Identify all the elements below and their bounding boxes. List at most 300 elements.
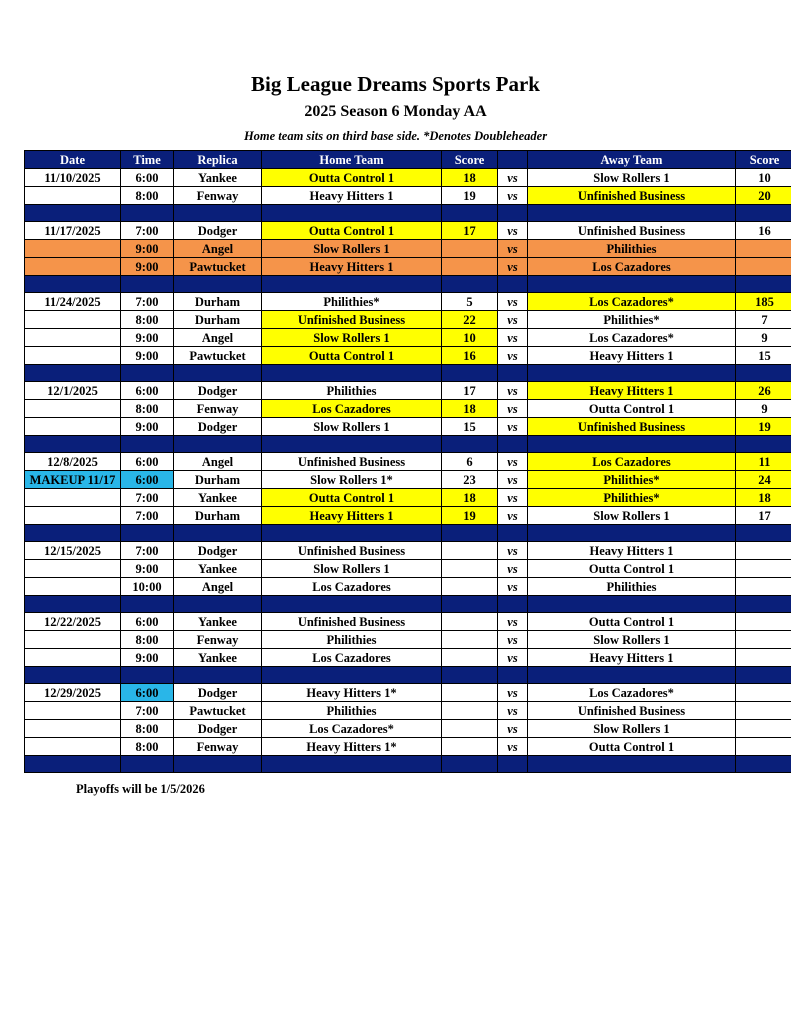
game-row bbox=[25, 507, 791, 525]
vs-label: vs bbox=[498, 258, 528, 276]
separator-cell bbox=[121, 276, 174, 293]
separator-cell bbox=[262, 596, 442, 613]
separator-cell bbox=[174, 525, 262, 542]
home-score bbox=[442, 720, 498, 738]
separator-cell bbox=[174, 596, 262, 613]
game-date: 11/17/2025 bbox=[25, 222, 121, 240]
doubleheader-note: Home team sits on third base side. *Denotes Doubleheader bbox=[243, 129, 548, 143]
game-date: 12/8/2025 bbox=[25, 453, 121, 471]
away-team: Philithies bbox=[528, 578, 736, 596]
game-date-empty bbox=[25, 578, 121, 596]
separator-cell bbox=[528, 365, 736, 382]
separator-cell bbox=[25, 525, 121, 542]
separator-cell bbox=[498, 756, 528, 773]
home-team: Philithies* bbox=[262, 293, 442, 311]
away-team: Heavy Hitters 1 bbox=[528, 347, 736, 365]
home-team: Slow Rollers 1 bbox=[262, 329, 442, 347]
home-score: 6 bbox=[442, 453, 498, 471]
game-row bbox=[25, 347, 791, 365]
field-name: Durham bbox=[174, 471, 262, 489]
separator-cell bbox=[442, 276, 498, 293]
away-score: 19 bbox=[736, 418, 791, 436]
away-score: 24 bbox=[736, 471, 791, 489]
away-score bbox=[736, 578, 791, 596]
separator-cell bbox=[442, 205, 498, 222]
home-score: 15 bbox=[442, 418, 498, 436]
separator-cell bbox=[442, 525, 498, 542]
home-team: Outta Control 1 bbox=[262, 169, 442, 187]
home-team: Slow Rollers 1 bbox=[262, 418, 442, 436]
field-name: Durham bbox=[174, 293, 262, 311]
game-date-empty bbox=[25, 258, 121, 276]
separator-cell bbox=[498, 436, 528, 453]
game-row bbox=[25, 240, 791, 258]
away-team: Slow Rollers 1 bbox=[528, 720, 736, 738]
separator-cell bbox=[498, 525, 528, 542]
away-team: Los Cazadores bbox=[528, 258, 736, 276]
home-team: Slow Rollers 1 bbox=[262, 240, 442, 258]
home-team: Outta Control 1 bbox=[262, 347, 442, 365]
separator-cell bbox=[736, 596, 791, 613]
separator-cell bbox=[442, 365, 498, 382]
home-team: Philithies bbox=[262, 631, 442, 649]
field-name: Fenway bbox=[174, 400, 262, 418]
vs-label: vs bbox=[498, 560, 528, 578]
away-team: Outta Control 1 bbox=[528, 400, 736, 418]
game-row bbox=[25, 631, 791, 649]
vs-label: vs bbox=[498, 702, 528, 720]
separator-cell bbox=[262, 436, 442, 453]
game-date: 11/10/2025 bbox=[25, 169, 121, 187]
page-title: Big League Dreams Sports Park bbox=[251, 72, 540, 96]
vs-label: vs bbox=[498, 382, 528, 400]
separator-cell bbox=[736, 276, 791, 293]
separator-cell bbox=[25, 756, 121, 773]
home-team: Outta Control 1 bbox=[262, 222, 442, 240]
home-score bbox=[442, 684, 498, 702]
game-row bbox=[25, 382, 791, 400]
vs-label: vs bbox=[498, 738, 528, 756]
separator-cell bbox=[498, 365, 528, 382]
field-name: Yankee bbox=[174, 169, 262, 187]
separator-cell bbox=[262, 525, 442, 542]
game-row bbox=[25, 702, 791, 720]
separator-cell bbox=[528, 667, 736, 684]
away-team: Slow Rollers 1 bbox=[528, 507, 736, 525]
field-name: Pawtucket bbox=[174, 347, 262, 365]
game-time: 9:00 bbox=[121, 560, 174, 578]
game-time: 8:00 bbox=[121, 400, 174, 418]
vs-label: vs bbox=[498, 400, 528, 418]
home-team: Los Cazadores* bbox=[262, 720, 442, 738]
away-score bbox=[736, 542, 791, 560]
away-team: Los Cazadores bbox=[528, 453, 736, 471]
separator-cell bbox=[262, 365, 442, 382]
game-time: 6:00 bbox=[121, 684, 174, 702]
away-team: Philithies bbox=[528, 240, 736, 258]
separator-cell bbox=[528, 756, 736, 773]
game-time: 9:00 bbox=[121, 418, 174, 436]
game-row bbox=[25, 222, 791, 240]
separator-cell bbox=[121, 596, 174, 613]
separator-cell bbox=[736, 756, 791, 773]
away-team: Slow Rollers 1 bbox=[528, 169, 736, 187]
separator-cell bbox=[174, 756, 262, 773]
field-name: Durham bbox=[174, 311, 262, 329]
separator-cell bbox=[442, 596, 498, 613]
game-row bbox=[25, 418, 791, 436]
home-score bbox=[442, 649, 498, 667]
home-team: Philithies bbox=[262, 702, 442, 720]
game-date-empty bbox=[25, 418, 121, 436]
vs-label: vs bbox=[498, 169, 528, 187]
game-date-empty bbox=[25, 489, 121, 507]
field-name: Dodger bbox=[174, 684, 262, 702]
game-row bbox=[25, 400, 791, 418]
home-team: Unfinished Business bbox=[262, 613, 442, 631]
game-row bbox=[25, 578, 791, 596]
game-row bbox=[25, 738, 791, 756]
home-score: 18 bbox=[442, 169, 498, 187]
home-team: Heavy Hitters 1 bbox=[262, 187, 442, 205]
home-score: 17 bbox=[442, 382, 498, 400]
away-score bbox=[736, 631, 791, 649]
game-date-empty bbox=[25, 631, 121, 649]
home-score bbox=[442, 578, 498, 596]
field-name: Yankee bbox=[174, 613, 262, 631]
game-time: 7:00 bbox=[121, 222, 174, 240]
field-name: Angel bbox=[174, 329, 262, 347]
game-date-empty bbox=[25, 311, 121, 329]
vs-label: vs bbox=[498, 489, 528, 507]
separator-cell bbox=[174, 667, 262, 684]
vs-label: vs bbox=[498, 329, 528, 347]
separator-cell bbox=[498, 596, 528, 613]
game-time: 8:00 bbox=[121, 311, 174, 329]
home-score bbox=[442, 542, 498, 560]
week-separator bbox=[25, 365, 791, 382]
away-score: 16 bbox=[736, 222, 791, 240]
week-separator bbox=[25, 667, 791, 684]
game-row bbox=[25, 453, 791, 471]
home-team: Heavy Hitters 1 bbox=[262, 258, 442, 276]
col-away-team: Away Team bbox=[528, 151, 736, 169]
game-row bbox=[25, 187, 791, 205]
separator-cell bbox=[498, 276, 528, 293]
home-score: 18 bbox=[442, 400, 498, 418]
separator-cell bbox=[736, 667, 791, 684]
game-date-empty bbox=[25, 738, 121, 756]
game-date: 12/1/2025 bbox=[25, 382, 121, 400]
separator-cell bbox=[121, 667, 174, 684]
home-team: Heavy Hitters 1* bbox=[262, 684, 442, 702]
home-score: 18 bbox=[442, 489, 498, 507]
field-name: Angel bbox=[174, 578, 262, 596]
game-row bbox=[25, 649, 791, 667]
makeup-label: MAKEUP 11/17 bbox=[25, 471, 121, 489]
field-name: Fenway bbox=[174, 187, 262, 205]
away-score: 17 bbox=[736, 507, 791, 525]
away-score: 7 bbox=[736, 311, 791, 329]
separator-cell bbox=[174, 436, 262, 453]
separator-cell bbox=[262, 667, 442, 684]
separator-cell bbox=[442, 667, 498, 684]
home-score: 16 bbox=[442, 347, 498, 365]
home-score bbox=[442, 258, 498, 276]
game-time: 9:00 bbox=[121, 258, 174, 276]
separator-cell bbox=[121, 756, 174, 773]
game-date-empty bbox=[25, 240, 121, 258]
home-team: Unfinished Business bbox=[262, 542, 442, 560]
home-score bbox=[442, 560, 498, 578]
game-row bbox=[25, 169, 791, 187]
vs-label: vs bbox=[498, 471, 528, 489]
game-row bbox=[25, 293, 791, 311]
away-score bbox=[736, 702, 791, 720]
away-team: Los Cazadores* bbox=[528, 329, 736, 347]
away-score bbox=[736, 738, 791, 756]
separator-cell bbox=[25, 205, 121, 222]
away-score: 15 bbox=[736, 347, 791, 365]
home-team: Unfinished Business bbox=[262, 453, 442, 471]
away-team: Slow Rollers 1 bbox=[528, 631, 736, 649]
home-score bbox=[442, 613, 498, 631]
game-date: 12/15/2025 bbox=[25, 542, 121, 560]
separator-cell bbox=[528, 596, 736, 613]
schedule-table bbox=[24, 150, 791, 773]
week-separator bbox=[25, 276, 791, 293]
col-home-team: Home Team bbox=[262, 151, 442, 169]
field-name: Pawtucket bbox=[174, 702, 262, 720]
game-date-empty bbox=[25, 347, 121, 365]
separator-cell bbox=[121, 205, 174, 222]
week-separator bbox=[25, 436, 791, 453]
game-row bbox=[25, 684, 791, 702]
game-date-empty bbox=[25, 720, 121, 738]
vs-label: vs bbox=[498, 542, 528, 560]
separator-cell bbox=[498, 205, 528, 222]
game-date-empty bbox=[25, 649, 121, 667]
away-score bbox=[736, 613, 791, 631]
away-score: 10 bbox=[736, 169, 791, 187]
field-name: Pawtucket bbox=[174, 258, 262, 276]
away-team: Unfinished Business bbox=[528, 187, 736, 205]
separator-cell bbox=[25, 365, 121, 382]
home-score: 10 bbox=[442, 329, 498, 347]
season-subtitle: 2025 Season 6 Monday AA bbox=[304, 103, 487, 120]
away-team: Outta Control 1 bbox=[528, 738, 736, 756]
week-separator bbox=[25, 756, 791, 773]
col-home-score: Score bbox=[442, 151, 498, 169]
vs-label: vs bbox=[498, 240, 528, 258]
field-name: Dodger bbox=[174, 418, 262, 436]
away-team: Unfinished Business bbox=[528, 222, 736, 240]
home-team: Los Cazadores bbox=[262, 578, 442, 596]
home-score bbox=[442, 631, 498, 649]
game-time: 9:00 bbox=[121, 329, 174, 347]
col-away-score: Score bbox=[736, 151, 791, 169]
away-score bbox=[736, 240, 791, 258]
away-score: 26 bbox=[736, 382, 791, 400]
field-name: Dodger bbox=[174, 720, 262, 738]
separator-cell bbox=[262, 276, 442, 293]
home-team: Heavy Hitters 1 bbox=[262, 507, 442, 525]
home-team: Unfinished Business bbox=[262, 311, 442, 329]
separator-cell bbox=[25, 667, 121, 684]
game-time: 7:00 bbox=[121, 293, 174, 311]
home-score: 5 bbox=[442, 293, 498, 311]
field-name: Yankee bbox=[174, 560, 262, 578]
home-score: 22 bbox=[442, 311, 498, 329]
week-separator bbox=[25, 525, 791, 542]
away-team: Outta Control 1 bbox=[528, 560, 736, 578]
home-score bbox=[442, 738, 498, 756]
home-score: 19 bbox=[442, 507, 498, 525]
game-time: 7:00 bbox=[121, 702, 174, 720]
game-time: 6:00 bbox=[121, 169, 174, 187]
field-name: Dodger bbox=[174, 222, 262, 240]
separator-cell bbox=[736, 205, 791, 222]
home-score: 23 bbox=[442, 471, 498, 489]
vs-label: vs bbox=[498, 684, 528, 702]
separator-cell bbox=[121, 436, 174, 453]
separator-cell bbox=[174, 276, 262, 293]
away-team: Philithies* bbox=[528, 471, 736, 489]
separator-cell bbox=[736, 525, 791, 542]
away-score bbox=[736, 258, 791, 276]
away-team: Outta Control 1 bbox=[528, 613, 736, 631]
away-team: Unfinished Business bbox=[528, 702, 736, 720]
separator-cell bbox=[262, 756, 442, 773]
game-date-empty bbox=[25, 702, 121, 720]
vs-label: vs bbox=[498, 649, 528, 667]
separator-cell bbox=[736, 365, 791, 382]
game-time: 6:00 bbox=[121, 453, 174, 471]
away-score bbox=[736, 560, 791, 578]
away-score: 11 bbox=[736, 453, 791, 471]
game-time: 6:00 bbox=[121, 382, 174, 400]
home-score bbox=[442, 240, 498, 258]
header-row bbox=[25, 151, 791, 169]
away-team: Unfinished Business bbox=[528, 418, 736, 436]
field-name: Fenway bbox=[174, 738, 262, 756]
game-time: 10:00 bbox=[121, 578, 174, 596]
playoffs-note: Playoffs will be 1/5/2026 bbox=[76, 782, 205, 796]
away-score: 20 bbox=[736, 187, 791, 205]
game-row bbox=[25, 311, 791, 329]
game-time: 9:00 bbox=[121, 240, 174, 258]
game-date-empty bbox=[25, 400, 121, 418]
home-team: Los Cazadores bbox=[262, 400, 442, 418]
away-score bbox=[736, 649, 791, 667]
home-team: Outta Control 1 bbox=[262, 489, 442, 507]
game-date-empty bbox=[25, 187, 121, 205]
separator-cell bbox=[442, 436, 498, 453]
vs-label: vs bbox=[498, 613, 528, 631]
vs-label: vs bbox=[498, 222, 528, 240]
away-team: Heavy Hitters 1 bbox=[528, 649, 736, 667]
separator-cell bbox=[528, 525, 736, 542]
away-score bbox=[736, 684, 791, 702]
away-team: Heavy Hitters 1 bbox=[528, 542, 736, 560]
field-name: Dodger bbox=[174, 382, 262, 400]
week-separator bbox=[25, 596, 791, 613]
game-row bbox=[25, 542, 791, 560]
game-time: 8:00 bbox=[121, 631, 174, 649]
game-date-empty bbox=[25, 329, 121, 347]
game-date: 11/24/2025 bbox=[25, 293, 121, 311]
separator-cell bbox=[498, 667, 528, 684]
separator-cell bbox=[25, 276, 121, 293]
away-team: Los Cazadores* bbox=[528, 293, 736, 311]
home-team: Los Cazadores bbox=[262, 649, 442, 667]
vs-label: vs bbox=[498, 187, 528, 205]
home-score: 17 bbox=[442, 222, 498, 240]
separator-cell bbox=[528, 205, 736, 222]
separator-cell bbox=[736, 436, 791, 453]
away-team: Los Cazadores* bbox=[528, 684, 736, 702]
game-time: 9:00 bbox=[121, 649, 174, 667]
game-time: 8:00 bbox=[121, 738, 174, 756]
col-time: Time bbox=[121, 151, 174, 169]
game-row bbox=[25, 471, 791, 489]
separator-cell bbox=[121, 525, 174, 542]
separator-cell bbox=[442, 756, 498, 773]
game-time: 7:00 bbox=[121, 542, 174, 560]
vs-label: vs bbox=[498, 293, 528, 311]
game-row bbox=[25, 720, 791, 738]
away-score: 9 bbox=[736, 329, 791, 347]
game-date-empty bbox=[25, 560, 121, 578]
home-team: Philithies bbox=[262, 382, 442, 400]
col-replica: Replica bbox=[174, 151, 262, 169]
game-time: 6:00 bbox=[121, 471, 174, 489]
game-time: 7:00 bbox=[121, 489, 174, 507]
game-row bbox=[25, 329, 791, 347]
game-date: 12/22/2025 bbox=[25, 613, 121, 631]
vs-label: vs bbox=[498, 311, 528, 329]
field-name: Yankee bbox=[174, 489, 262, 507]
away-team: Philithies* bbox=[528, 311, 736, 329]
away-score: 185 bbox=[736, 293, 791, 311]
col-date: Date bbox=[25, 151, 121, 169]
home-score: 19 bbox=[442, 187, 498, 205]
game-time: 6:00 bbox=[121, 613, 174, 631]
separator-cell bbox=[528, 276, 736, 293]
separator-cell bbox=[174, 365, 262, 382]
separator-cell bbox=[528, 436, 736, 453]
vs-label: vs bbox=[498, 453, 528, 471]
field-name: Angel bbox=[174, 453, 262, 471]
game-row bbox=[25, 258, 791, 276]
game-row bbox=[25, 489, 791, 507]
game-date: 12/29/2025 bbox=[25, 684, 121, 702]
home-team: Slow Rollers 1 bbox=[262, 560, 442, 578]
vs-label: vs bbox=[498, 720, 528, 738]
away-team: Heavy Hitters 1 bbox=[528, 382, 736, 400]
game-time: 7:00 bbox=[121, 507, 174, 525]
separator-cell bbox=[262, 205, 442, 222]
field-name: Yankee bbox=[174, 649, 262, 667]
field-name: Fenway bbox=[174, 631, 262, 649]
game-time: 8:00 bbox=[121, 187, 174, 205]
separator-cell bbox=[25, 596, 121, 613]
col-vs bbox=[498, 151, 528, 169]
field-name: Dodger bbox=[174, 542, 262, 560]
away-team: Philithies* bbox=[528, 489, 736, 507]
away-score: 9 bbox=[736, 400, 791, 418]
vs-label: vs bbox=[498, 578, 528, 596]
